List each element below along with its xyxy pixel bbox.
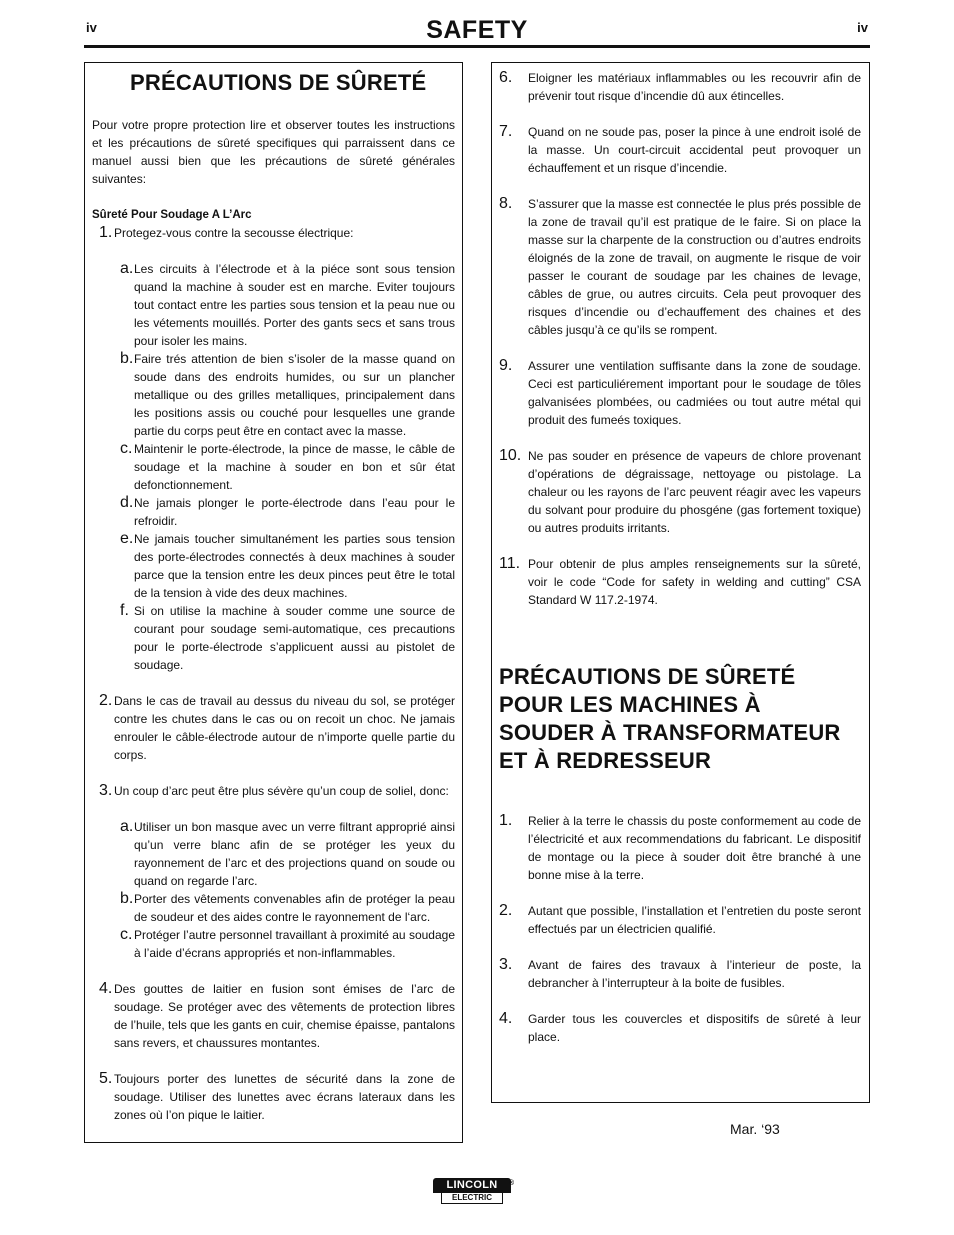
list-item [499,902,861,938]
registered-mark: ® [508,1180,514,1187]
item-number: 4. [99,980,113,997]
item-number: 1. [499,812,513,829]
sub-label: c. [120,926,133,943]
list-item [499,956,861,992]
sub-text: Protéger l’autre personnel travaillant à proximité au soudage à l’aide d’écrans appropriés et non-inflammables. [134,928,455,960]
item-number: 4. [499,1010,513,1027]
item-text: Un coup d’arc peut être plus sévère qu’un coup de soliel, donc: [114,784,449,798]
lincoln-electric-logo [433,1178,514,1206]
sub-label: f. [120,602,129,619]
item-number: 8. [499,195,513,212]
sub-item [92,890,455,926]
logo-bottom-text: ELECTRIC [441,1193,503,1204]
section-title: PRÉCAUTIONS DE SÛRETÉ [130,70,427,95]
header-rule [84,45,870,48]
sub-label: a. [120,818,134,835]
list-item [92,782,455,800]
sub-item [92,260,455,350]
sub-label: e. [120,530,134,547]
item-number: 5. [99,1070,113,1087]
item-number: 11. [499,555,521,572]
list-item [499,69,861,105]
transformer-section-title: PRÉCAUTIONS DE SÛRETÉ POUR LES MACHINES À SOUDER À TRANSFORMATEUR ET À REDRESSEUR [499,664,841,773]
sub-item [92,926,455,962]
list-item [499,357,861,429]
item-text: Toujours porter des lunettes de sécurité dans la zone de soudage. Utiliser des lunettes avec écrans lateraux dans les zones où l’on pique le laitier. [114,1072,455,1122]
list-item [92,1070,455,1124]
item-text: Relier à la terre le chassis du poste conformement au code de l’électricité et aux recommendations du fabricant. Le dispositif de montage ou la piece à souder doit être branché à une bonne mise à la terre. [528,814,861,882]
arc-welding-subhead: Sûreté Pour Soudage A L’Arc [92,209,252,221]
right-safety-box [491,62,870,1103]
list-item [499,812,861,884]
item-text: S’assurer que la masse est connectée le plus prés possible de la zone de travail qu’il est pratique de le faire. Si on place la masse sur la charpente de la construction ou d’autres endroits éloignés de la zone de travail, on augmente le risque de voir passer le courant de soudage par les chaines de levage, câbles de grue, ou autres circuits. Cela peut provoquer des risques d’incendie ou d’echauffement des chaines et des câbles jusqu’à ce qu’ils se rompent. [528,197,861,337]
sub-item [92,494,455,530]
sub-label: b. [120,890,134,907]
list-item [499,447,861,537]
item-number: 10. [499,447,522,464]
sub-text: Utiliser un bon masque avec un verre filtrant approprié ainsi qu’un verre blanc afin de se protéger les yeux du rayonnement de l’arc et des projections quand on soude ou quand on regarde l’arc. [134,820,455,888]
sub-item [92,602,455,674]
list-item [92,692,455,764]
sub-text: Ne jamais toucher simultanément les parties sous tension des porte-électrodes connectés à deux machines à souder parce que la tension entre les deux pinces peut être le total de la tension à vide des deux machines. [134,532,455,600]
sub-label: a. [120,260,134,277]
list-item [499,555,861,609]
list-item [499,195,861,339]
sub-item [92,530,455,602]
sub-label: b. [120,350,134,367]
item-text: Ne pas souder en présence de vapeurs de chlore provenant d’opérations de dégraissage, nettoyage ou pistolage. La chaleur ou les rayons de l’arc peuvent réagir avec les vapeurs du solvant pour produire du phosgéne (gas fortement toxique) ou autres produits irritants. [528,449,861,535]
sub-text: Ne jamais plonger le porte-électrode dans l’eau pour le refroidir. [134,496,455,528]
sub-label: c. [120,440,133,457]
list-item [499,1010,861,1046]
item-number: 2. [499,902,513,919]
item-text: Assurer une ventilation suffisante dans la zone de soudage. Ceci est particuliérement important pour le soudage de tôles galvanisées plombées, ou cadmiées ou tout autre métal qui produit des fumeés toxiques. [528,359,861,427]
item-text: Quand on ne soude pas, poser la pince à une endroit isolé de la masse. Un court-circuit accidental peut provoquer un échauffement et un risque d’incendie. [528,125,861,175]
item-text: Des gouttes de laitier en fusion sont émises de l’arc de soudage. Se protéger avec des vêtements de protection libres de l’huile, tels que les gants en cuir, chemise épaisse, pantalons sans revers, et chaussures montantes. [114,982,455,1050]
sub-label: d. [120,494,134,511]
item-text: Eloigner les matériaux inflammables ou les recouvrir afin de prévenir tout risque d’incendie dû aux étincelles. [528,71,861,103]
item-number: 2. [99,692,113,709]
sub-item [92,440,455,494]
item-text: Dans le cas de travail au dessus du niveau du sol, se protéger contre les chutes dans le cas ou on recoit un choc. Ne jamais enrouler le câble-électrode autour de n’importe quelle partie du corps. [114,694,455,762]
item-text: Protegez-vous contre la secousse électrique: [114,226,354,240]
item-number: 7. [499,123,513,140]
left-safety-box [84,62,463,1143]
item-text: Pour obtenir de plus amples renseignements sur la sûreté, voir le code “Code for safety in welding and cutting” CSA Standard W 117.2-1974. [528,557,861,607]
page-number-left: iv [86,20,97,35]
logo-top-text: LINCOLN [433,1178,511,1193]
list-item [499,123,861,177]
item-text: Garder tous les couvercles et dispositifs de sûreté à leur place. [528,1012,861,1044]
item-number: 1. [99,224,113,241]
page-number-right: iv [857,20,868,35]
item-number: 3. [99,782,113,799]
sub-text: Si on utilise la machine à souder comme une source de courant pour soudage semi-automatique, ces precautions pour le porte-électrode s’applicuent aussi au pistolet de soudage. [134,604,455,672]
list-item [92,224,455,242]
sub-item [92,350,455,440]
intro-paragraph: Pour votre propre protection lire et observer toutes les instructions et les précautions de sûreté specifiques qui parraissent dans ce manuel aussi bien que les précautions de sûreté générales suivantes: [92,118,455,186]
item-number: 3. [499,956,513,973]
sub-text: Faire trés attention de bien s’isoler de la masse quand on soude dans des endroits humides, ou sur un plancher metallique ou des grilles metalliques, principalement dans les positions assis ou couché pour lesquelles une grande partie du corps peut être en contact avec la masse. [134,352,455,438]
sub-item [92,818,455,890]
sub-text: Porter des vêtements convenables afin de protéger la peau de soudeur et des aides contre le rayonnement de l‘arc. [134,892,455,924]
item-text: Autant que possible, l’installation et l’entretien du poste seront effectués par un électricien qualifié. [528,904,861,936]
sub-text: Maintenir le porte-électrode, la pince de masse, le câble de soudage et la machine à souder en bon et sûr état defonctionnement. [134,442,455,492]
item-number: 9. [499,357,513,374]
page-title: SAFETY [426,16,528,44]
list-item [92,980,455,1052]
sub-text: Les circuits à l’électrode et à la piéce sont sous tension quand la machine à souder est en marche. Eviter toujours tout contact entre les parties sous tension et la peau nue ou les vétements mouillés. Porter des gants secs et sans trous pour isoler les mains. [134,262,455,348]
item-number: 6. [499,69,513,86]
revision-date: Mar. ‘93 [730,1121,780,1137]
item-text: Avant de faires des travaux à l’interieur de poste, la debrancher à l’interrupteur à la boite de fusibles. [528,958,861,990]
